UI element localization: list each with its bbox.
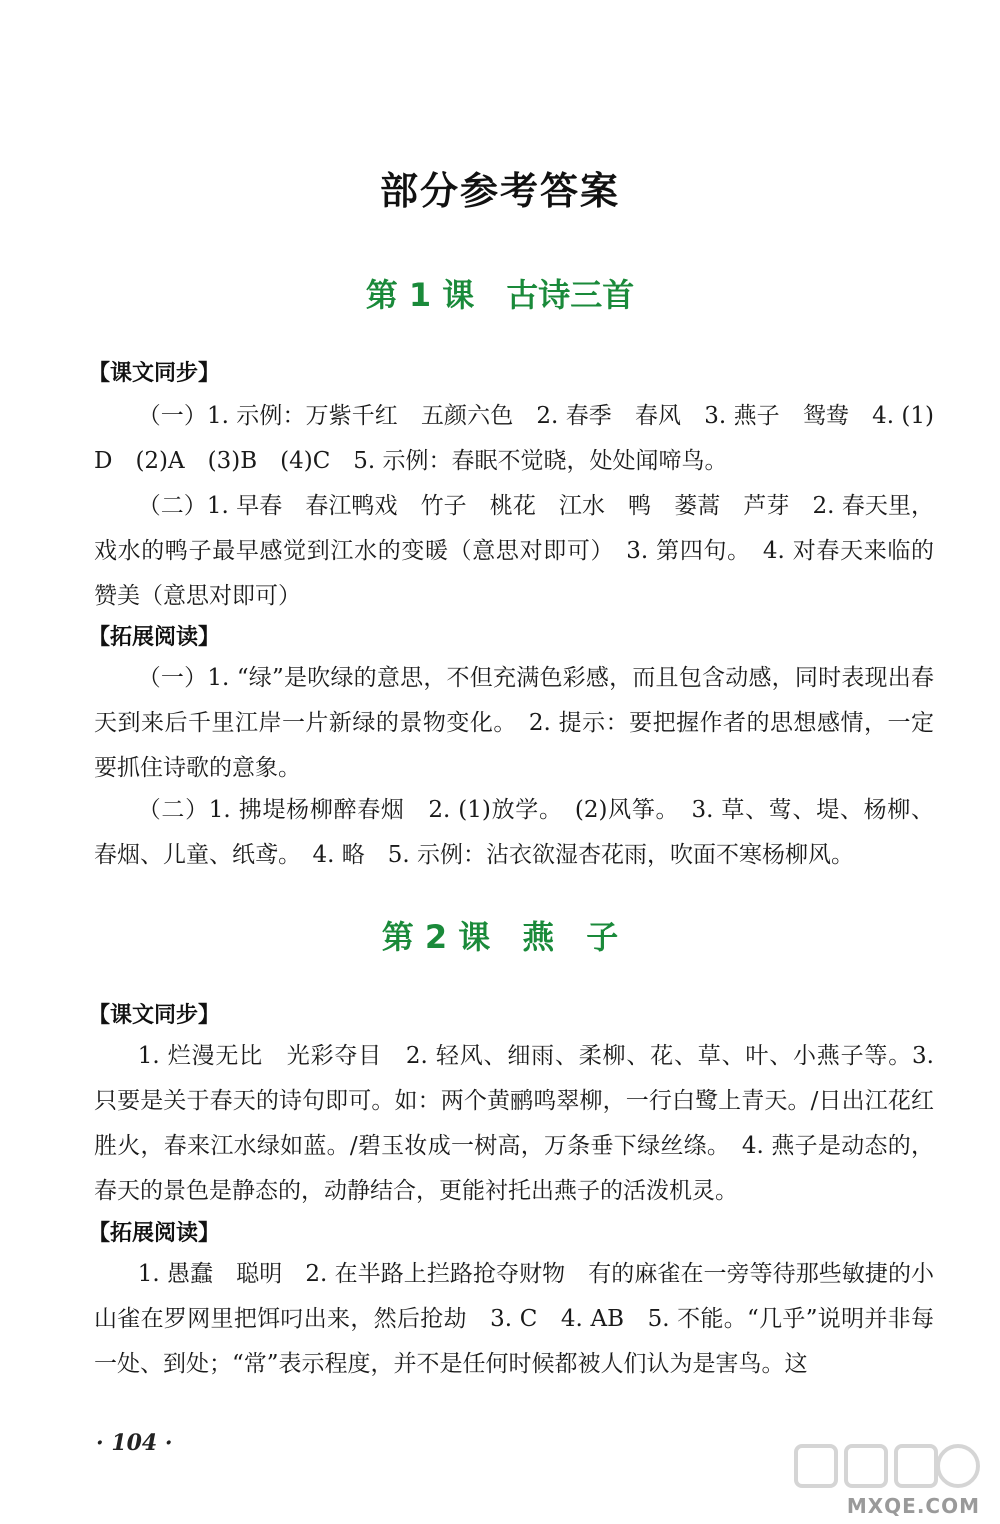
- lesson-1-extended-paragraph-2: （二）1. 拂堤杨柳醉春烟 2. (1)放学。 (2)风筝。 3. 草、莺、堤、杨柳、春烟、儿童、纸鸢。 4. 略 5. 示例：沾衣欲湿杏花雨，吹面不寒杨柳风。: [94, 797, 934, 868]
- lesson-1-sync-label: 【课文同步】: [88, 361, 221, 386]
- lesson-1-extended-paragraph-1: （一）1. “绿”是吹绿的意思，不但充满色彩感，而且包含动感，同时表现出春天到来后千里江岸一片新绿的景物变化。 2. 提示：要把握作者的思想感情，一定要抓住诗歌的意象。: [94, 665, 934, 781]
- page-number: · 104 ·: [96, 1430, 173, 1456]
- lesson-2-extended-label: 【拓展阅读】: [88, 1221, 221, 1246]
- lesson-1-sync-paragraph-2: （二）1. 早春 春江鸭戏 竹子 桃花 江水 鸭 蒌蒿 芦芽 2. 春天里，戏水的鸭子最早感觉到江水的变暖（意思对即可） 3. 第四句。 4. 对春天来临的赞美（意思对即可）: [94, 493, 934, 609]
- lesson-1-sync-paragraph-1: （一）1. 示例：万紫千红 五颜六色 2. 春季 春风 3. 燕子 鸳鸯 4. (1)D (2)A (3)B (4)C 5. 示例：春眠不觉晓，处处闻啼鸟。: [94, 403, 934, 474]
- lesson-1-extended-label: 【拓展阅读】: [88, 625, 221, 650]
- lesson-2-heading: 第 2 课 燕 子: [381, 918, 619, 956]
- lesson-1-heading: 第 1 课 古诗三首: [365, 276, 635, 314]
- watermark-site-text: MXQE.COM: [846, 1494, 980, 1518]
- page-title: 部分参考答案: [379, 168, 620, 213]
- lesson-2-extended-paragraph-1: 1. 愚蠢 聪明 2. 在半路上拦路抢夺财物 有的麻雀在一旁等待那些敏捷的小山雀在罗网里把饵叼出来，然后抢劫 3. C 4. AB 5. 不能。“几乎”说明并非每一处、到处；“常”表示程度，并不是任何时候都被人们认为是害鸟。这: [94, 1261, 934, 1377]
- lesson-2-sync-label: 【课文同步】: [88, 1003, 221, 1028]
- lesson-2-sync-paragraph-1: 1. 烂漫无比 光彩夺目 2. 轻风、细雨、柔柳、花、草、叶、小燕子等。3. 只要是关于春天的诗句即可。如：两个黄鹂鸣翠柳，一行白鹭上青天。/日出江花红胜火，春来江水绿如蓝。/碧玉妆成一树高，万条垂下绿丝绦。 4. 燕子是动态的，春天的景色是静态的，动静结合，更能衬托出燕子的活泼机灵。: [94, 1043, 934, 1204]
